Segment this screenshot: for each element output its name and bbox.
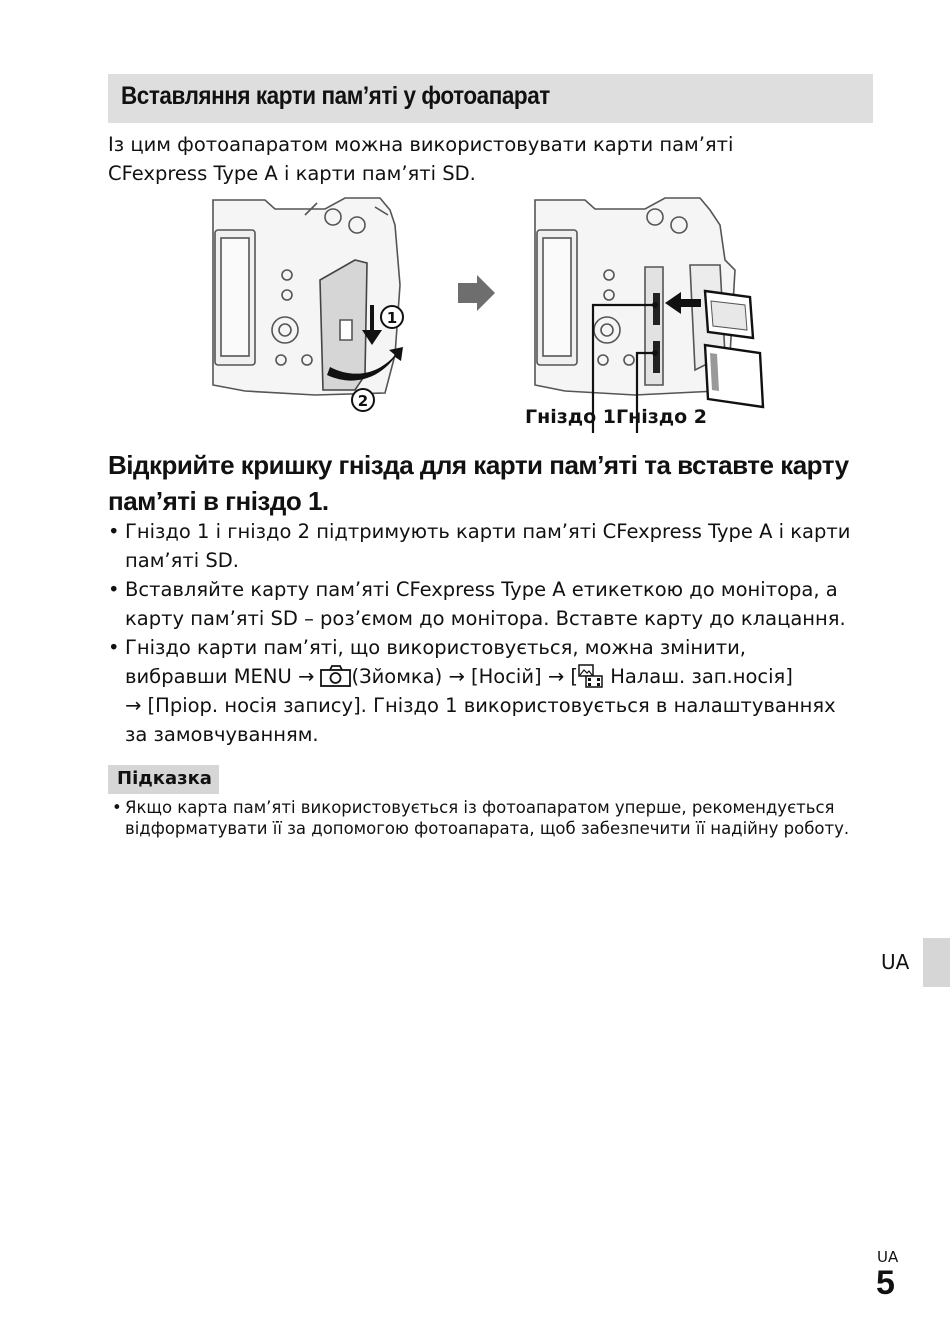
list-item [108,517,873,575]
hint-text [112,797,872,839]
intro-text [108,130,808,188]
side-language-label: UA [881,950,910,974]
bracket-open: [ [570,665,578,688]
shooting-menu-text: (Зйомка) [351,665,443,688]
list-item [108,633,873,749]
bullet-2-line-2: карту пам’яті SD – роз’ємом до монітора. Вставте карту до клацання. [125,607,846,630]
list-item [108,575,873,633]
instruction-list [108,517,873,749]
photo-movie-media-icon [578,664,604,688]
bullet-2-line-1: Вставляйте карту пам’яті CFexpress Type A етикеткою до монітора, а [125,578,838,601]
bullet-3-line-2 [125,662,873,691]
step-1-label: 1 [386,309,398,327]
intro-line-2: CFexpress Type A і карти пам’яті SD. [108,162,476,185]
footer-language: UA [877,1248,899,1266]
bullet-3-line-3 [125,691,873,720]
menu-arrow-icon: → [297,665,315,688]
page-number: 5 [876,1264,895,1302]
menu-arrow-icon: → [547,665,565,688]
priority-text: [Пріор. носія запису]. Гніздо 1 використовується в налаштуваннях [147,694,836,717]
language-side-tab [923,938,950,987]
slot-1-icon [653,293,660,325]
hint-body: Якщо карта пам’яті використовується із фотоапаратом уперше, рекомендується відформатувати її за допомогою фотоапарата, щоб забезпечити її надійну роботу. [125,798,850,838]
card-insertion-illustration [205,195,780,435]
bullet-icon: • [108,520,120,543]
bullet-icon: • [112,798,122,817]
bullet-3-line-4: за замовчуванням. [125,723,319,746]
camera-left-illustration [213,198,400,395]
bullet-icon: • [108,578,120,601]
media-menu-text: [Носій] [471,665,542,688]
slot-2-icon [653,341,660,373]
camera-icon [320,665,351,687]
step-heading-line-1: Відкрийте кришку гнізда для карти пам’яті та вставте карту [108,450,849,480]
right-arrow-icon [458,275,495,311]
intro-line-1: Із цим фотоапаратом можна використовувати карти пам’яті [108,133,734,156]
menu-text: вибравши MENU [125,665,292,688]
bullet-icon: • [108,636,120,659]
step-heading-line-2: пам’яті в гніздо 1. [108,486,329,516]
page-title: Вставляння карти пам’яті у фотоапарат [121,82,550,110]
slot-1-caption: Гніздо 1 [525,406,617,428]
menu-arrow-icon: → [125,694,142,717]
menu-arrow-icon: → [448,665,465,688]
step-2-label: 2 [357,392,369,410]
bullet-3-line-1: Гніздо карти пам’яті, що використовується, можна змінити, [125,636,747,659]
hint-label: Підказка [117,768,212,789]
bullet-1-line-1: Гніздо 1 і гніздо 2 підтримують карти пам’яті CFexpress Type A і карти [125,520,851,543]
slot-2-caption: Гніздо 2 [616,406,708,428]
step-heading [108,447,878,519]
media-setting-text: Налаш. зап.носія] [610,665,793,688]
bullet-1-line-2: пам’яті SD. [125,549,239,572]
